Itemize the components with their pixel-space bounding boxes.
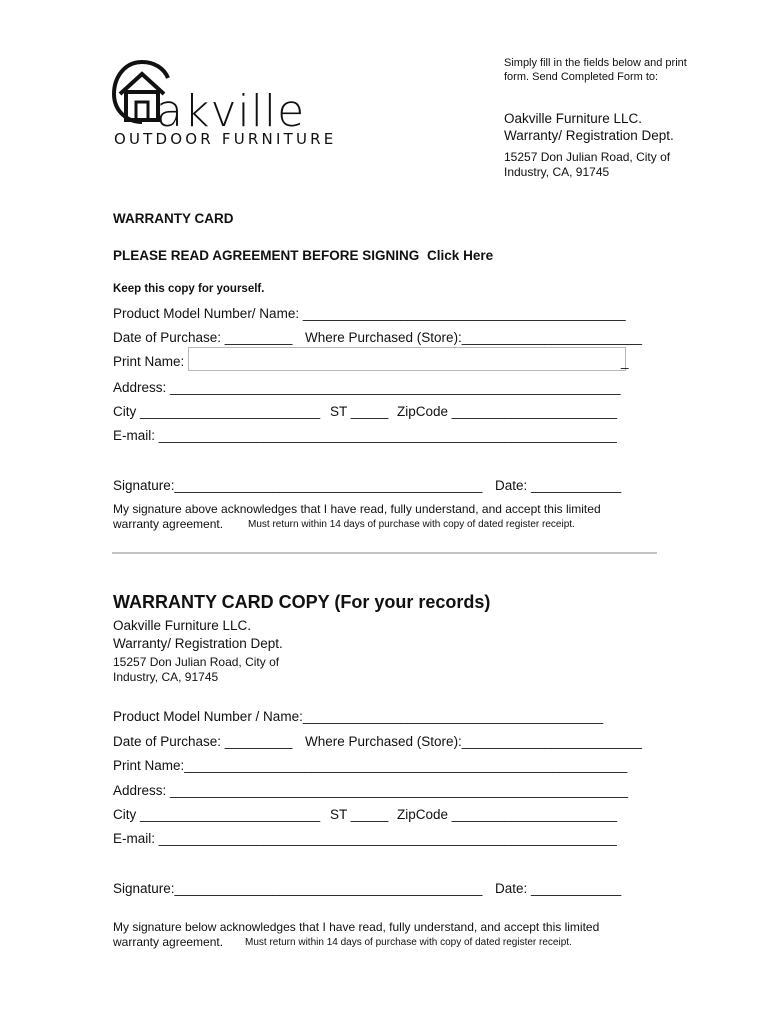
city-field[interactable]: City ________________________ bbox=[113, 404, 321, 419]
copy-signature-field[interactable]: Signature:_________________________________________ bbox=[113, 881, 483, 896]
logo-brand: akville bbox=[156, 86, 306, 137]
section-divider bbox=[112, 552, 657, 554]
ack-line-2: warranty agreement. bbox=[113, 517, 224, 531]
copy-zip-field[interactable]: ZipCode ______________________ bbox=[397, 807, 617, 822]
copy-address-1: 15257 Don Julian Road, City of bbox=[113, 655, 280, 669]
logo-subtitle: OUTDOOR FURNITURE bbox=[114, 130, 337, 148]
print-name-tail: _ bbox=[621, 354, 629, 369]
model-field[interactable]: Product Model Number/ Name: ___________________________________________ bbox=[113, 306, 626, 321]
agreement-text: PLEASE READ AGREEMENT BEFORE SIGNING bbox=[113, 248, 420, 263]
signature-field[interactable]: Signature:_________________________________________ bbox=[113, 478, 483, 493]
copy-ack-line-1: My signature below acknowledges that I have read, fully understand, and accept this limited bbox=[113, 920, 600, 934]
copy-date-purchase-field[interactable]: Date of Purchase: _________ bbox=[113, 734, 293, 749]
card-title: WARRANTY CARD bbox=[113, 211, 234, 226]
state-field[interactable]: ST _____ bbox=[330, 404, 389, 419]
click-here-link[interactable]: Click Here bbox=[427, 248, 494, 263]
header-company: Oakville Furniture LLC. bbox=[504, 111, 643, 126]
copy-state-field[interactable]: ST _____ bbox=[330, 807, 389, 822]
copy-must-return-note: Must return within 14 days of purchase with copy of dated register receipt. bbox=[245, 937, 572, 948]
copy-title: WARRANTY CARD COPY (For your records) bbox=[113, 592, 491, 612]
address-field[interactable]: Address: ____________________________________________________________ bbox=[113, 380, 621, 395]
copy-print-name-field[interactable]: Print Name:___________________________________________________________ bbox=[113, 758, 628, 773]
copy-email-field[interactable]: E-mail: _____________________________________________________________ bbox=[113, 831, 617, 846]
copy-model-field[interactable]: Product Model Number / Name:________________________________________ bbox=[113, 709, 604, 724]
copy-city-field[interactable]: City ________________________ bbox=[113, 807, 321, 822]
print-name-input[interactable] bbox=[188, 347, 626, 371]
signature-date-field[interactable]: Date: ____________ bbox=[495, 478, 622, 493]
copy-company: Oakville Furniture LLC. bbox=[113, 618, 252, 633]
copy-signature-date-field[interactable]: Date: ____________ bbox=[495, 881, 622, 896]
must-return-note: Must return within 14 days of purchase with copy of dated register receipt. bbox=[248, 519, 575, 530]
date-purchase-field[interactable]: Date of Purchase: _________ bbox=[113, 330, 293, 345]
header-address-2: Industry, CA, 91745 bbox=[504, 165, 610, 179]
zip-field[interactable]: ZipCode ______________________ bbox=[397, 404, 617, 419]
copy-where-purchased-field[interactable]: Where Purchased (Store):________________________ bbox=[305, 734, 643, 749]
agreement-heading bbox=[113, 248, 493, 263]
keep-copy-note: Keep this copy for yourself. bbox=[113, 283, 265, 295]
copy-address-field[interactable]: Address: _____________________________________________________________ bbox=[113, 783, 629, 798]
print-name-label: Print Name: bbox=[113, 354, 185, 369]
oakville-logo bbox=[112, 52, 342, 152]
header-dept: Warranty/ Registration Dept. bbox=[504, 128, 674, 143]
email-field[interactable]: E-mail: _____________________________________________________________ bbox=[113, 428, 617, 443]
header-address-1: 15257 Don Julian Road, City of bbox=[504, 150, 671, 164]
copy-dept: Warranty/ Registration Dept. bbox=[113, 636, 283, 651]
copy-ack-line-2: warranty agreement. bbox=[113, 935, 224, 949]
header-instructions: Simply fill in the fields below and print form. Send Completed Form to: bbox=[504, 57, 687, 83]
where-purchased-field[interactable]: Where Purchased (Store):________________________ bbox=[305, 330, 643, 345]
ack-line-1: My signature above acknowledges that I have read, fully understand, and accept this limited bbox=[113, 502, 601, 516]
copy-address-2: Industry, CA, 91745 bbox=[113, 670, 219, 684]
